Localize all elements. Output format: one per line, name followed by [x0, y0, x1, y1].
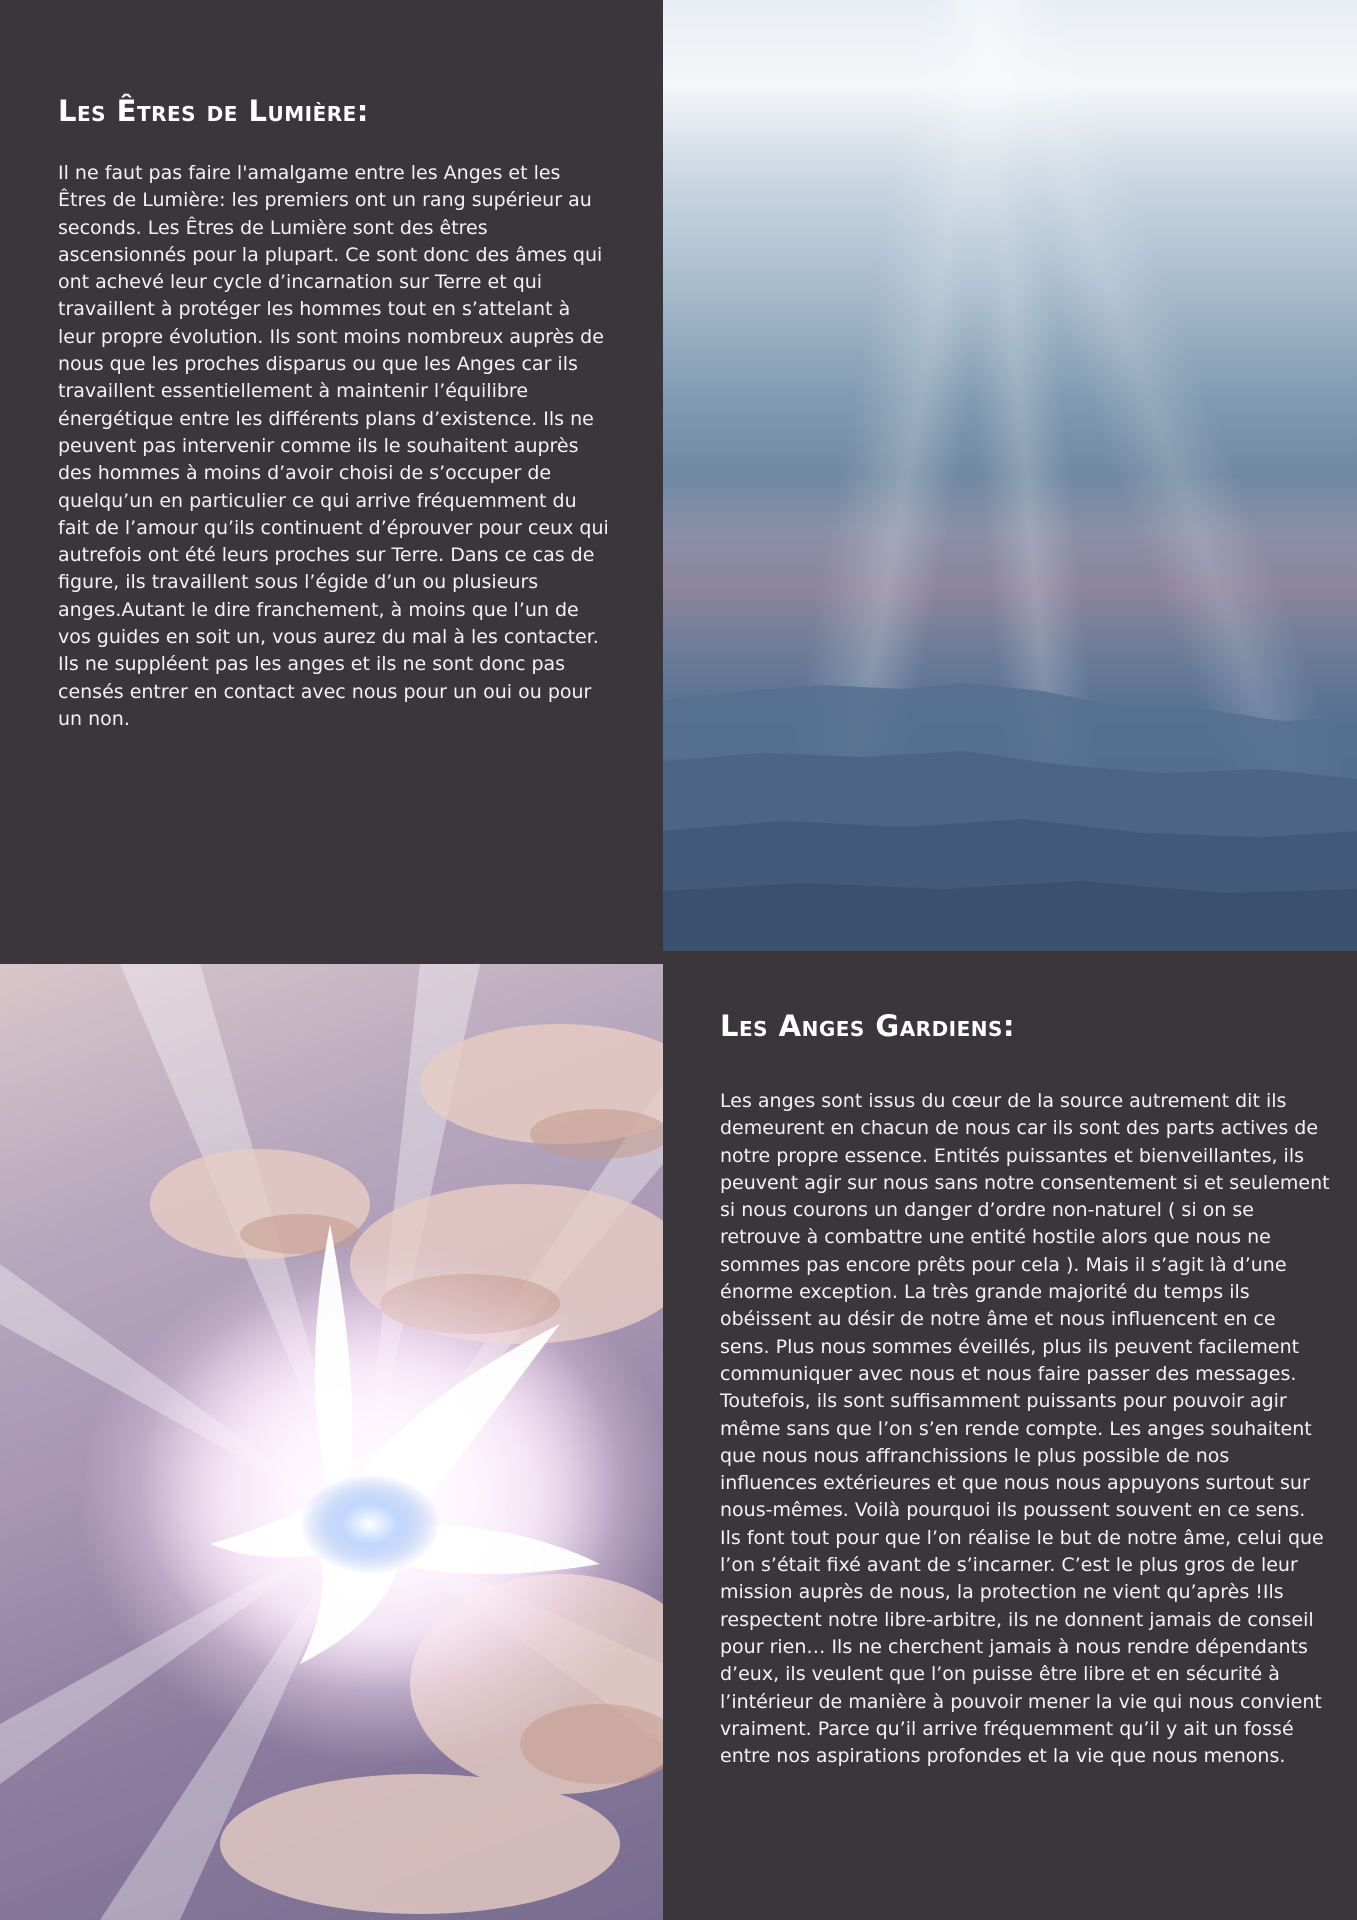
section-body-lumiere: Il ne faut pas faire l'amalgame entre les Anges et les Êtres de Lumière: les premiers ont un rang supérieur au seconds. Les Êtres de Lumière sont des êtres ascensionnés pour la plupart. Ce sont donc des âmes qui ont achevé leur cycle d’incarnation sur Terre et qui travaillent à protéger les hommes tout en s’attelant à leur propre évolution. Ils sont moins nombreux auprès de nous que les proches disparus ou que les Anges car ils travaillent essentiellement à maintenir l’équilibre énergétique entre les différents plans d’existence. Ils ne peuvent pas intervenir comme ils le souhaitent auprès des hommes à moins d’avoir choisi de s’occuper de quelqu’un en particulier ce qui arrive fréquemment du fait de l’amour qu’ils continuent d’éprouver pour ceux qui autrefois ont été leurs proches sur Terre. Dans ce cas de figure, ils travaillent sous l’égide d’un ou plusieurs anges.Autant le dire franchement, à moins que l’un de vos guides en soit un, vous aurez du mal à les contacter. Ils ne suppléent pas les anges et ils ne sont donc pas censés entrer en contact avec nous pour un oui ou pour un non.	[58, 162, 609, 730]
section-title-anges: Les Anges Gardiens:	[720, 1009, 1016, 1043]
section-anges-gardiens	[663, 951, 1357, 1920]
section-title-lumiere: Les Êtres de Lumière:	[58, 94, 369, 128]
section-etres-de-lumiere	[0, 0, 663, 964]
bird-and-clouds	[0, 964, 663, 1920]
section-body-anges: Les anges sont issus du cœur de la source autrement dit ils demeurent en chacun de nous car ils sont des parts actives de notre propre essence. Entités puissantes et bienveillantes, ils peuvent agir sur nous sans notre consentement si et seulement si nous courons un danger d’ordre non-naturel ( si on se retrouve à combattre une entité hostile alors que nous ne sommes pas encore prêts pour cela ). Mais il s’agit là d’une énorme exception. La très grande majorité du temps ils obéissent au désir de notre âme et nous influencent en ce sens. Plus nous sommes éveillés, plus ils peuvent facilement communiquer avec nous et nous faire passer des messages. Toutefois, ils sont suffisamment puissants pour pouvoir agir même sans que l’on s’en rende compte. Les anges souhaitent que nous nous affranchissions le plus possible de nos influences extérieures et que nous nous appuyons surtout sur nous-mêmes. Voilà pourquoi ils poussent souvent en ce sens. Ils font tout pour que l’on réalise le but de notre âme, celui que l’on s’était fixé avant de s’incarner. C’est le plus gros de leur mission auprès de nous, la protection ne vient qu’après !Ils respectent notre libre-arbitre, ils ne donnent jamais de conseil pour rien… Ils ne cherchent jamais à nous rendre dépendants d’eux, ils veulent que l’on puisse être libre et en sécurité à l’intérieur de manière à pouvoir mener la vie qui nous convient vraiment. Parce qu’il arrive fréquemment qu’il y ait un fossé entre nos aspirations profondes et la vie que nous menons.	[720, 1090, 1330, 1768]
mountain-ridges	[663, 661, 1357, 951]
light-bird-image	[0, 964, 663, 1920]
sky-rays-image	[663, 0, 1357, 951]
